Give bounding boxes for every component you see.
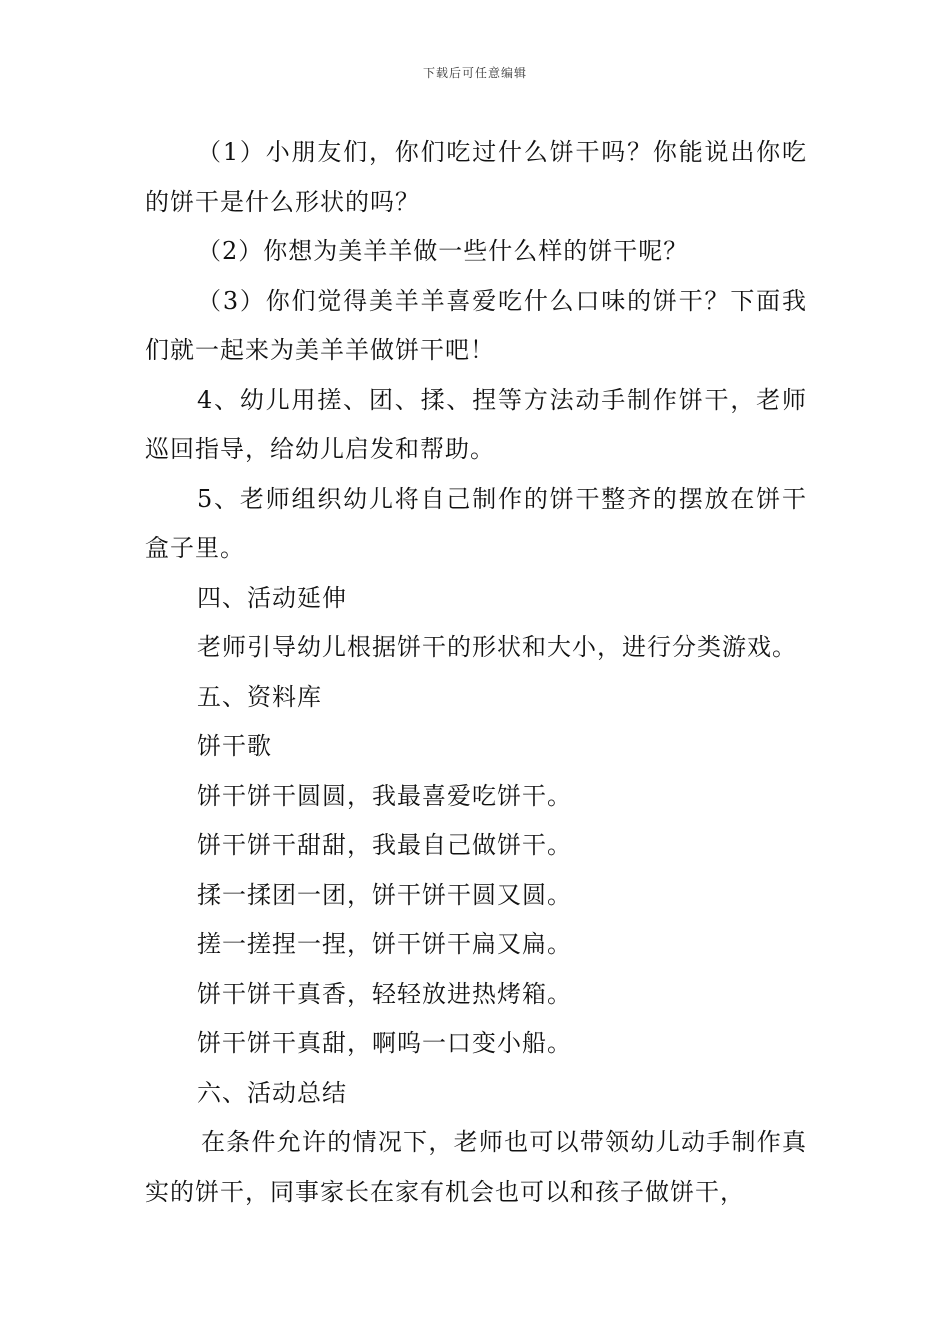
song-line-4: 搓一搓捏一捏，饼干饼干扁又扁。 xyxy=(197,930,572,958)
paragraph-step-5: 5、老师组织幼儿将自己制作的饼干整齐的摆放在饼干盒子里。 xyxy=(145,484,807,562)
song-title: 饼干歌 xyxy=(197,732,272,760)
song-line-3: 揉一揉团一团，饼干饼干圆又圆。 xyxy=(197,880,572,909)
song-line-6: 饼干饼干真甜，啊呜一口变小船。 xyxy=(197,1029,572,1057)
section-heading-summary: 六、活动总结 xyxy=(197,1078,347,1107)
song-line-1: 饼干饼干圆圆，我最喜爱吃饼干。 xyxy=(197,781,572,810)
paragraph-step-4: 4、幼儿用搓、团、揉、捏等方法动手制作饼干，老师巡回指导，给幼儿启发和帮助。 xyxy=(145,385,807,463)
paragraph-question-1: （1）小朋友们，你们吃过什么饼干吗？你能说出你吃的饼干是什么形状的吗？ xyxy=(145,138,807,216)
section-heading-extension: 四、活动延伸 xyxy=(197,583,347,612)
document-body xyxy=(145,128,807,1217)
song-line-2: 饼干饼干甜甜，我最自己做饼干。 xyxy=(197,831,572,859)
paragraph-summary: 在条件允许的情况下，老师也可以带领幼儿动手制作真实的饼干，同事家长在家有机会也可以和孩子做饼干， xyxy=(145,1128,807,1206)
paragraph-extension: 老师引导幼儿根据饼干的形状和大小，进行分类游戏。 xyxy=(197,633,797,661)
page-header: 下载后可任意编辑 xyxy=(422,66,527,80)
song-line-5: 饼干饼干真香，轻轻放进热烤箱。 xyxy=(197,979,572,1008)
paragraph-question-3: （3）你们觉得美羊羊喜爱吃什么口味的饼干？下面我们就一起来为美羊羊做饼干吧！ xyxy=(145,286,807,364)
section-heading-resources: 五、资料库 xyxy=(197,682,322,711)
paragraph-question-2: （2）你想为美羊羊做一些什么样的饼干呢？ xyxy=(197,237,689,265)
